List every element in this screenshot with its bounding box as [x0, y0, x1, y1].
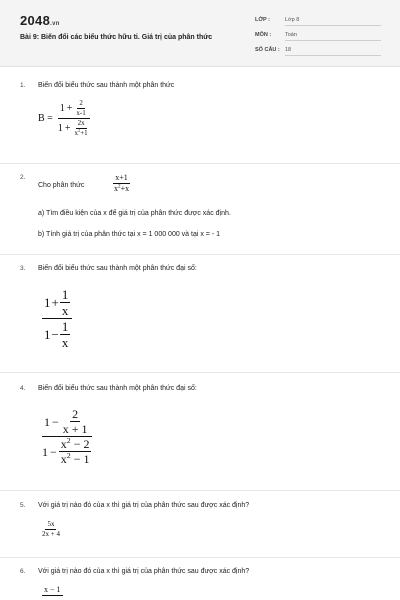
q4-inner-fraction-2: $\frac{x^2 - 2}{x^2 - 1}$ [60, 436, 90, 466]
q1-expression [38, 100, 92, 137]
question-number: 3. [20, 265, 26, 272]
q1-inner-den: x-1 [76, 109, 86, 117]
question-number: 6. [20, 568, 26, 575]
q1-inner-num: 2 [79, 99, 83, 107]
question-number: 1. [20, 82, 26, 89]
question-number: 4. [20, 385, 26, 392]
question-text: Biến đổi biểu thức sau thành một phân thức [38, 82, 175, 89]
brand-name: 2048 [20, 13, 51, 28]
q1-plus-b: + [64, 122, 71, 134]
q2-fraction [112, 174, 131, 193]
q3-one: 1 [44, 295, 51, 310]
q1-inner2-den: $x^2+1$ [74, 127, 88, 137]
meta-subject-value: Toán [285, 32, 381, 41]
divider [0, 490, 400, 491]
q3-main-fraction [42, 288, 72, 349]
q4-minus-b: − [50, 444, 57, 459]
question-text: Cho phân thức [38, 182, 85, 189]
q3-inner-fraction: $\frac{1}{x}$ [61, 287, 69, 318]
q3-minus: − [51, 327, 59, 342]
meta-grade-value: Lớp 8 [285, 17, 381, 26]
q5-num: 5x [47, 520, 55, 528]
question-text: Với giá trị nào đó của x thì giá trị của phân thức sau được xác định? [38, 502, 250, 509]
q4-inner-fraction: $\frac{2}{x + 1}$ [62, 407, 88, 436]
q1-inner2-num: 2x [77, 119, 85, 127]
q4-minus: − [51, 414, 59, 429]
divider [0, 557, 400, 558]
worksheet-header [0, 0, 400, 67]
divider [0, 163, 400, 164]
q1-inner-fraction [74, 100, 87, 117]
brand-suffix: .vn [50, 21, 60, 27]
q2-den: $x^2+x$ [114, 183, 130, 193]
question-number: 5. [20, 502, 26, 509]
meta-subject-label: MÔN : [255, 32, 272, 38]
q1-one: 1 [59, 102, 65, 114]
q3-expression [42, 288, 72, 349]
divider [0, 372, 400, 373]
q1-plus: + [66, 102, 73, 114]
question-text: Với giá trị nào đó của x thì giá trị của phân thức sau được xác định? [38, 568, 250, 575]
q3-plus: + [51, 295, 59, 310]
q2-part-b: b) Tính giá trị của phân thức tại x = 1 000 000 và tại x = - 1 [38, 231, 220, 238]
q1-lhs: B = [38, 113, 53, 124]
q4-expression [40, 408, 93, 465]
question-number: 2. [20, 174, 26, 181]
q1-one-b: 1 [57, 122, 63, 134]
q1-inner-fraction-2 [72, 120, 89, 137]
meta-count-value: 18 [285, 47, 381, 56]
divider [0, 254, 400, 255]
q5-fraction [40, 521, 62, 538]
meta-grade-label: LỚP : [255, 17, 270, 23]
q2-num: x+1 [115, 173, 128, 182]
q2-part-a: a) Tìm điều kiện của x để giá trị của phân thức được xác định. [38, 210, 231, 217]
q4-one: 1 [43, 414, 50, 429]
q3-one-b: 1 [44, 327, 51, 342]
q6-fraction [42, 586, 63, 596]
brand-logo [20, 13, 60, 28]
document-title: Bài 9: Biến đổi các biểu thức hữu tỉ. Giá trị của phân thức [20, 34, 213, 41]
q3-inner-fraction-2: $\frac{1}{x}$ [61, 319, 69, 350]
question-text: Biến đổi biểu thức sau thành một phân thức đại số: [38, 265, 197, 272]
meta-count-label: SỐ CÂU : [255, 47, 280, 53]
q6-num: x − 1 [44, 585, 61, 595]
q4-one-b: 1 [42, 444, 48, 459]
q1-main-fraction [56, 100, 92, 137]
question-text: Biến đổi biểu thức sau thành một phân thức đại số: [38, 385, 197, 392]
q4-main-fraction [40, 408, 93, 465]
q5-den: 2x + 4 [42, 530, 60, 538]
